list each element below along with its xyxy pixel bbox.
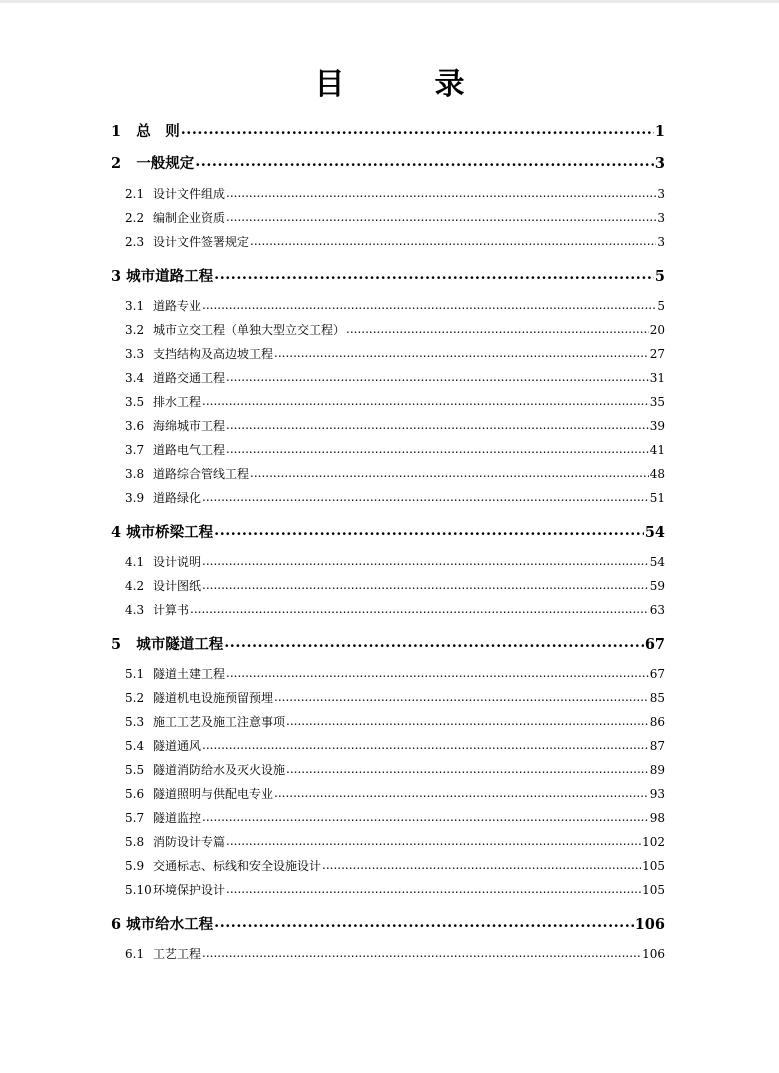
toc-leader-dots (322, 858, 641, 870)
toc-entry-title: 城市桥梁工程 (126, 524, 214, 541)
toc-section-entry[interactable] (125, 417, 665, 434)
toc-entry-number: 3.6 (125, 419, 145, 433)
toc-page-number: 98 (649, 811, 665, 825)
toc-entry-label (125, 577, 201, 594)
toc-section-entry[interactable] (125, 209, 665, 226)
toc-entry-label (125, 737, 201, 754)
toc-page-number: 3 (657, 187, 665, 201)
toc-entry-number: 5.9 (125, 859, 145, 873)
toc-entry-label (125, 185, 225, 202)
toc-entry-number: 2.3 (125, 235, 145, 249)
toc-leader-dots (214, 523, 644, 538)
toc-section-entry[interactable] (125, 881, 665, 898)
toc-chapter-entry[interactable] (111, 913, 665, 934)
toc-page-number: 3 (654, 155, 665, 172)
toc-entry-number: 3 (111, 268, 122, 285)
toc-section-entry[interactable] (125, 345, 665, 362)
toc-entry-title: 支挡结构及高边坡工程 (153, 347, 274, 361)
toc-entry-label (125, 417, 225, 434)
toc-section-entry[interactable] (125, 185, 665, 202)
toc-leader-dots (250, 466, 649, 478)
toc-section-entry[interactable] (125, 441, 665, 458)
toc-page-number: 3 (657, 235, 665, 249)
toc-section-entry[interactable] (125, 321, 665, 338)
toc-entry-title: 隧道消防给水及灭火设施 (153, 763, 286, 777)
toc-leader-dots (202, 394, 649, 406)
toc-entry-label (111, 913, 213, 934)
toc-leader-dots (226, 882, 641, 894)
toc-entry-number: 3.3 (125, 347, 145, 361)
toc-leader-dots (250, 234, 656, 246)
toc-entry-number: 3.1 (125, 299, 145, 313)
toc-entry-title: 设计文件组成 (153, 187, 226, 201)
toc-entry-title: 施工工艺及施工注意事项 (153, 715, 286, 729)
toc-entry-label (125, 465, 249, 482)
toc-entry-label (125, 297, 201, 314)
toc-leader-dots (190, 602, 649, 614)
toc-entry-number: 6.1 (125, 947, 145, 961)
toc-entry-title: 城市隧道工程 (136, 636, 224, 653)
toc-page-number: 20 (649, 323, 665, 337)
toc-leader-dots (202, 554, 649, 566)
toc-entry-label (125, 809, 201, 826)
toc-section-entry[interactable] (125, 369, 665, 386)
toc-page-number: 93 (649, 787, 665, 801)
toc-entry-title: 道路综合管线工程 (153, 467, 250, 481)
toc-leader-dots (214, 267, 654, 282)
toc-section-entry[interactable] (125, 393, 665, 410)
toc-entry-title: 隧道照明与供配电专业 (153, 787, 274, 801)
toc-leader-dots (202, 738, 649, 750)
toc-entry-label (125, 785, 273, 802)
toc-entry-label (111, 152, 194, 173)
toc-entry-label (125, 233, 249, 250)
toc-page-number: 1 (654, 123, 665, 140)
toc-page-number: 86 (649, 715, 665, 729)
page-title: 目 录 (314, 67, 495, 102)
toc-entry-label (125, 665, 225, 682)
toc-entry-title: 设计说明 (153, 555, 202, 569)
toc-entry-number: 5.6 (125, 787, 145, 801)
toc-entry-title: 道路电气工程 (153, 443, 226, 457)
toc-entry-number: 5 (111, 636, 122, 653)
toc-entry-title: 排水工程 (153, 395, 202, 409)
toc-entry-label (125, 369, 225, 386)
toc-entry-title: 工艺工程 (153, 947, 202, 961)
toc-entry-number: 3.4 (125, 371, 145, 385)
toc-entry-label (125, 345, 273, 362)
toc-entry-label (125, 209, 225, 226)
toc-page-number: 54 (649, 555, 665, 569)
toc-section-entry[interactable] (125, 465, 665, 482)
toc-entry-title: 总 则 (136, 123, 180, 140)
toc-page-number: 3 (657, 211, 665, 225)
toc-page-number: 5 (657, 299, 665, 313)
toc-page-number: 67 (649, 667, 665, 681)
toc-entry-title: 道路专业 (153, 299, 202, 313)
toc-entry-title: 一般规定 (136, 155, 195, 172)
toc-entry-number: 4.3 (125, 603, 145, 617)
toc-entry-label (125, 713, 285, 730)
toc-leader-dots (202, 946, 641, 958)
toc-entry-label (111, 265, 213, 286)
toc-entry-label (111, 120, 180, 141)
toc-leader-dots (214, 915, 634, 930)
toc-entry-title: 城市立交工程（单独大型立交工程） (153, 323, 346, 337)
toc-section-entry[interactable] (125, 489, 665, 506)
toc-page-number: 102 (642, 835, 665, 849)
toc-page-number: 63 (649, 603, 665, 617)
toc-entry-label (125, 601, 189, 618)
toc-entry-title: 隧道土建工程 (153, 667, 226, 681)
toc-page-number: 105 (642, 883, 665, 897)
toc-entry-number: 3.2 (125, 323, 145, 337)
toc-entry-title: 隧道通风 (153, 739, 202, 753)
toc-entry-label (111, 633, 223, 654)
toc-section-entry[interactable] (125, 809, 665, 826)
toc-entry-title: 道路绿化 (153, 491, 202, 505)
toc-entry-title: 海绵城市工程 (153, 419, 226, 433)
toc-leader-dots (226, 418, 649, 430)
toc-entry-label (125, 945, 201, 962)
toc-leader-dots (202, 490, 649, 502)
toc-section-entry[interactable] (125, 945, 665, 962)
toc-entry-title: 道路交通工程 (153, 371, 226, 385)
toc-entry-number: 3.8 (125, 467, 145, 481)
toc-section-entry[interactable] (125, 785, 665, 802)
toc-page-number: 106 (642, 947, 665, 961)
toc-chapter-entry[interactable] (111, 152, 665, 173)
toc-page-number: 48 (649, 467, 665, 481)
toc-page-number: 35 (649, 395, 665, 409)
toc-leader-dots (202, 298, 656, 310)
toc-leader-dots (346, 322, 649, 334)
toc-entry-number: 5.5 (125, 763, 145, 777)
toc-entry-number: 5.4 (125, 739, 145, 753)
toc-entry-label (125, 441, 225, 458)
toc-entry-label (125, 857, 321, 874)
toc-leader-dots (226, 210, 656, 222)
toc-entry-title: 城市道路工程 (126, 268, 214, 285)
toc-leader-dots (224, 635, 644, 650)
toc-section-entry[interactable] (125, 297, 665, 314)
toc-entry-number: 3.9 (125, 491, 145, 505)
toc-entry-title: 设计图纸 (153, 579, 202, 593)
toc-entry-title: 隧道机电设施预留预埋 (153, 691, 274, 705)
toc-entry-label (125, 553, 201, 570)
toc-page-number: 59 (649, 579, 665, 593)
toc-leader-dots (226, 442, 649, 454)
toc-entry-label (125, 321, 345, 338)
toc-entry-label (125, 689, 273, 706)
toc-page-number: 85 (649, 691, 665, 705)
toc-leader-dots (286, 714, 649, 726)
toc-page-number: 5 (654, 268, 665, 285)
toc-leader-dots (226, 666, 649, 678)
page-top-border (0, 0, 779, 3)
toc-entry-number: 1 (111, 123, 122, 140)
toc-leader-dots (226, 834, 641, 846)
toc-entry-number: 3.7 (125, 443, 145, 457)
toc-leader-dots (195, 154, 654, 169)
toc-page-number: 41 (649, 443, 665, 457)
toc-entry-number: 4 (111, 524, 122, 541)
toc-entry-number: 5.2 (125, 691, 145, 705)
toc-section-entry[interactable] (125, 713, 665, 730)
toc-entry-number: 4.2 (125, 579, 145, 593)
toc-leader-dots (226, 186, 656, 198)
toc-entry-title: 计算书 (153, 603, 190, 617)
toc-leader-dots (274, 346, 649, 358)
toc-entry-number: 5.8 (125, 835, 145, 849)
toc-page-number: 87 (649, 739, 665, 753)
toc-page-number: 54 (644, 524, 665, 541)
toc-section-entry[interactable] (125, 833, 665, 850)
toc-entry-title: 隧道监控 (153, 811, 202, 825)
toc-entry-label (125, 393, 201, 410)
toc-section-entry[interactable] (125, 689, 665, 706)
toc-page-number: 67 (644, 636, 665, 653)
toc-entry-label (125, 881, 225, 898)
toc-page-number: 39 (649, 419, 665, 433)
toc-page-number: 105 (642, 859, 665, 873)
toc-entry-number: 5.7 (125, 811, 145, 825)
toc-entry-number: 5.10 (125, 883, 152, 897)
toc-entry-number: 5.1 (125, 667, 145, 681)
toc-entry-number: 4.1 (125, 555, 145, 569)
toc-entry-title: 设计文件签署规定 (153, 235, 250, 249)
toc-leader-dots (202, 578, 649, 590)
toc-entry-label (125, 833, 225, 850)
toc-entry-number: 2.1 (125, 187, 145, 201)
toc-entry-label (125, 489, 201, 506)
toc-entry-number: 2 (111, 155, 122, 172)
toc-page-number: 89 (649, 763, 665, 777)
toc-leader-dots (226, 370, 649, 382)
toc-section-entry[interactable] (125, 601, 665, 618)
toc-page-number: 51 (649, 491, 665, 505)
toc-entry-label (111, 521, 213, 542)
toc-leader-dots (274, 786, 649, 798)
toc-section-entry[interactable] (125, 737, 665, 754)
toc-entry-label (125, 761, 285, 778)
toc-entry-number: 5.3 (125, 715, 145, 729)
toc-entry-number: 6 (111, 916, 122, 933)
toc-section-entry[interactable] (125, 857, 665, 874)
toc-entry-title: 消防设计专篇 (153, 835, 226, 849)
toc-chapter-entry[interactable] (111, 120, 665, 141)
toc-section-entry[interactable] (125, 233, 665, 250)
toc-entry-number: 2.2 (125, 211, 145, 225)
toc-leader-dots (274, 690, 649, 702)
toc-leader-dots (202, 810, 649, 822)
toc-entry-title: 交通标志、标线和安全设施设计 (153, 859, 322, 873)
toc-page-number: 31 (649, 371, 665, 385)
toc-leader-dots (181, 122, 654, 137)
toc-section-entry[interactable] (125, 665, 665, 682)
toc-page-number: 106 (634, 916, 665, 933)
toc-section-entry[interactable] (125, 577, 665, 594)
toc-entry-title: 城市给水工程 (126, 916, 214, 933)
toc-entry-title: 编制企业资质 (153, 211, 226, 225)
toc-leader-dots (286, 762, 649, 774)
toc-entry-title: 环境保护设计 (153, 883, 226, 897)
toc-chapter-entry[interactable] (111, 265, 665, 286)
toc-page-number: 27 (649, 347, 665, 361)
toc-section-entry[interactable] (125, 553, 665, 570)
toc-chapter-entry[interactable] (111, 633, 665, 654)
toc-entry-number: 3.5 (125, 395, 145, 409)
toc-section-entry[interactable] (125, 761, 665, 778)
toc-chapter-entry[interactable] (111, 521, 665, 542)
